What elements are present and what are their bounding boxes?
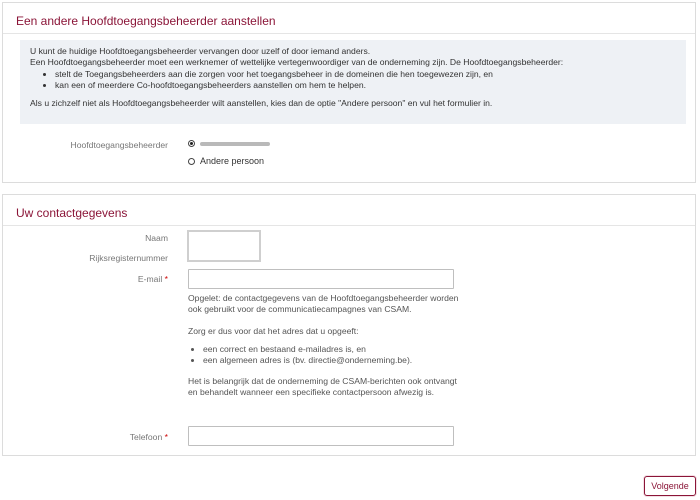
info-list (30, 69, 676, 92)
info-line: Een Hoofdtoegangsbeheerder moet een werknemer of wettelijke vertegenwoordiger van de onderneming zijn. De Hoofdtoegangsbeheerder: (30, 57, 564, 68)
phone-input[interactable] (188, 426, 454, 446)
info-bullet: • stelt de Toegangsbeheerders aan die zorgen voor het toegangsbeheer in de domeinen die hen toegewezen zijn, en (55, 69, 676, 80)
name-label: Naam (145, 233, 168, 243)
contact-details-panel (2, 194, 696, 456)
info-bullet: • kan een of meerdere Co-hoofdtoegangsbeheerders aanstellen om hem te helpen. (55, 80, 676, 91)
help-text: Zorg er dus voor dat het adres dat u opgeeft: (188, 326, 359, 336)
admin-field-label: Hoofdtoegangsbeheerder (70, 140, 168, 150)
replace-admin-panel (2, 2, 696, 183)
radio-current-user[interactable] (188, 140, 270, 147)
help-bullet: • een correct en bestaand e-mailadres is, en (203, 344, 463, 355)
help-bullet: • een algemeen adres is (bv. directie@onderneming.be). (203, 355, 463, 366)
radio-other-person[interactable] (188, 156, 264, 166)
next-button[interactable]: Volgende (644, 476, 696, 496)
radio-icon[interactable] (188, 158, 195, 165)
help-list (188, 344, 463, 366)
name-rrn-box (187, 230, 261, 262)
info-box (20, 40, 686, 124)
section-title: Een andere Hoofdtoegangsbeheerder aanstellen (16, 14, 276, 28)
help-text: Opgelet: de contactgegevens van de Hoofdtoegangsbeheerder worden ook gebruikt voor de communicatiecampagnes van CSAM. (188, 293, 459, 314)
phone-label: Telefoon * (129, 432, 168, 442)
help-text: Het is belangrijk dat de onderneming de CSAM-berichten ook ontvangt en behandelt wanneer een specifieke contactpersoon afwezig is. (188, 376, 457, 397)
divider (3, 33, 695, 34)
blurred-name (200, 142, 270, 146)
info-line: U kunt de huidige Hoofdtoegangsbeheerder vervangen door uzelf of door iemand anders. (30, 46, 371, 56)
radio-label: Andere persoon (200, 156, 265, 166)
radio-checked-icon[interactable] (188, 140, 195, 147)
email-label: E-mail * (137, 274, 168, 284)
section-title: Uw contactgegevens (16, 206, 128, 220)
info-line: Als u zichzelf niet als Hoofdtoegangsbeheerder wilt aanstellen, kies dan de optie "Andere persoon" en vul het formulier in. (30, 97, 493, 108)
email-input[interactable] (188, 269, 454, 289)
divider (3, 225, 695, 226)
rrn-label: Rijksregisternummer (89, 253, 168, 263)
email-help (188, 293, 463, 398)
